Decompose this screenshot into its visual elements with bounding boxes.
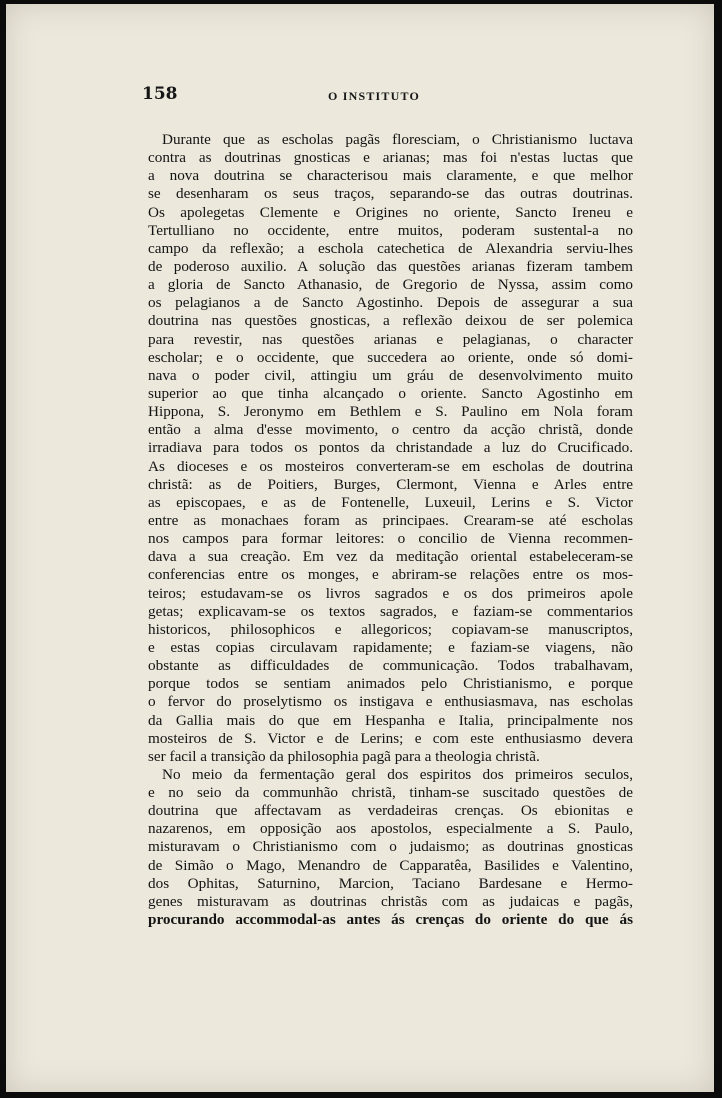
- running-head: O INSTITUTO: [328, 89, 421, 103]
- text-line: e estas copias circulavam rapidamente; e faziam-se viagens, não: [148, 638, 633, 656]
- text-line: Durante que as escholas pagãs floresciam, o Christianismo luctava: [162, 131, 633, 148]
- text-line: nazarenos, em opposição aos apostolos, especialmente a S. Paulo,: [148, 820, 633, 838]
- text-line: se desenharam os seus traços, separando-se das outras doutrinas.: [148, 185, 633, 203]
- text-line: obstante as difficuldades de communicação. Todos trabalhavam,: [148, 657, 633, 675]
- text-line: contra as doutrinas gnosticas e arianas; mas foi n'estas luctas que: [148, 149, 633, 167]
- text-line: dava a sua creação. Em vez da meditação oriental estabeleceram-se: [148, 548, 633, 566]
- page-number: 158: [142, 84, 178, 104]
- text-line: doutrina nas questões gnosticas, a reflexão deixou de ser polemica: [148, 312, 633, 330]
- text-line: campo da reflexão; a eschola catechetica de Alexandria serviu-lhes: [148, 239, 633, 257]
- text-line: a gloria de Sancto Athanasio, de Gregorio de Nyssa, assim como: [148, 276, 633, 294]
- text-line: o fervor do proselytismo os instigava e enthusiasmava, nas escholas: [148, 693, 633, 711]
- text-line: e no seio da communhão christã, tinham-se suscitado questões de: [148, 784, 633, 802]
- text-line: historicos, philosophicos e allegoricos; copiavam-se manuscriptos,: [148, 620, 633, 638]
- text-line: teiros; estudavam-se os livros sagrados e os dos primeiros apole: [148, 584, 633, 602]
- text-line: a nova doutrina se characterisou mais claramente, e que melhor: [148, 167, 633, 185]
- paragraph-2: [148, 766, 633, 929]
- text-line: de poderoso auxilio. A solução das questões arianas fizeram tambem: [148, 257, 633, 275]
- text-line: da Gallia mais do que em Hespanha e Italia, principalmente nos: [148, 711, 633, 729]
- text-line: mosteiros de S. Victor e de Lerins; e com este enthusiasmo devera: [148, 729, 633, 747]
- text-line: Tertulliano no occidente, entre muitos, poderam sustental-a no: [148, 221, 633, 239]
- text-line: ser facil a transição da philosophia pagã para a theologia christã.: [148, 747, 540, 765]
- text-line: de Simão o Mago, Menandro de Capparatêa, Basilides e Valentino,: [148, 856, 633, 874]
- text-line: os pelagianos a de Sancto Agostinho. Depois de assegurar a sua: [148, 294, 633, 312]
- text-line: as episcopaes, e as de Fontenelle, Luxeuil, Lerins e S. Victor: [148, 493, 633, 511]
- text-line: superior ao que tinha alcançado o oriente. Sancto Agostinho em: [148, 384, 633, 402]
- text-line: getas; explicavam-se os textos sagrados, e faziam-se commentarios: [148, 602, 633, 620]
- text-line: entre as monachaes foram as principaes. Crearam-se até escholas: [148, 511, 633, 529]
- text-line: escholar; e o occidente, que succedera ao oriente, onde só domi-: [148, 348, 633, 366]
- text-line: As dioceses e os mosteiros converteram-se em escholas de doutrina: [148, 457, 633, 475]
- text-line: porque todos se sentiam animados pelo Christianismo, e porque: [148, 675, 633, 693]
- body-text: [148, 131, 633, 929]
- text-line: genes misturavam as doutrinas christãs com as judaicas e pagãs,: [148, 892, 633, 910]
- text-line: então a alma d'esse movimento, o centro da acção christã, donde: [148, 421, 633, 439]
- text-line: dos Ophitas, Saturnino, Marcion, Taciano Bardesane e Hermo-: [148, 874, 633, 892]
- text-line: nos campos para formar leitores: o concilio de Vienna recommen-: [148, 530, 633, 548]
- page-header: [6, 84, 714, 110]
- book-page: [6, 4, 714, 1092]
- text-line: Os apolegetas Clemente e Origines no oriente, Sancto Ireneu e: [148, 203, 633, 221]
- paragraph-1: [148, 131, 633, 766]
- text-line: irradiava para todos os pontos da christandade a luz do Crucificado.: [148, 439, 633, 457]
- text-line: procurando accommodal-as antes ás crenças do oriente do que ás: [148, 911, 633, 929]
- text-line: conferencias entre os monges, e abriram-se relações entre os mos-: [148, 566, 633, 584]
- text-line: No meio da fermentação geral dos espiritos dos primeiros seculos,: [162, 765, 633, 783]
- text-line: christã: as de Poitiers, Burges, Clermont, Vienna e Arles entre: [148, 475, 633, 493]
- text-line: Hippona, S. Jeronymo em Bethlem e S. Paulino em Nola foram: [148, 403, 633, 421]
- text-line: para revestir, nas questões arianas e pelagianas, o character: [148, 330, 633, 348]
- text-line: nava o poder civil, attingiu um gráu de desenvolvimento muito: [148, 366, 633, 384]
- text-line: misturavam o Christianismo com o judaismo; as doutrinas gnosticas: [148, 838, 633, 856]
- text-line: doutrina que affectavam as verdadeiras crenças. Os ebionitas e: [148, 802, 633, 820]
